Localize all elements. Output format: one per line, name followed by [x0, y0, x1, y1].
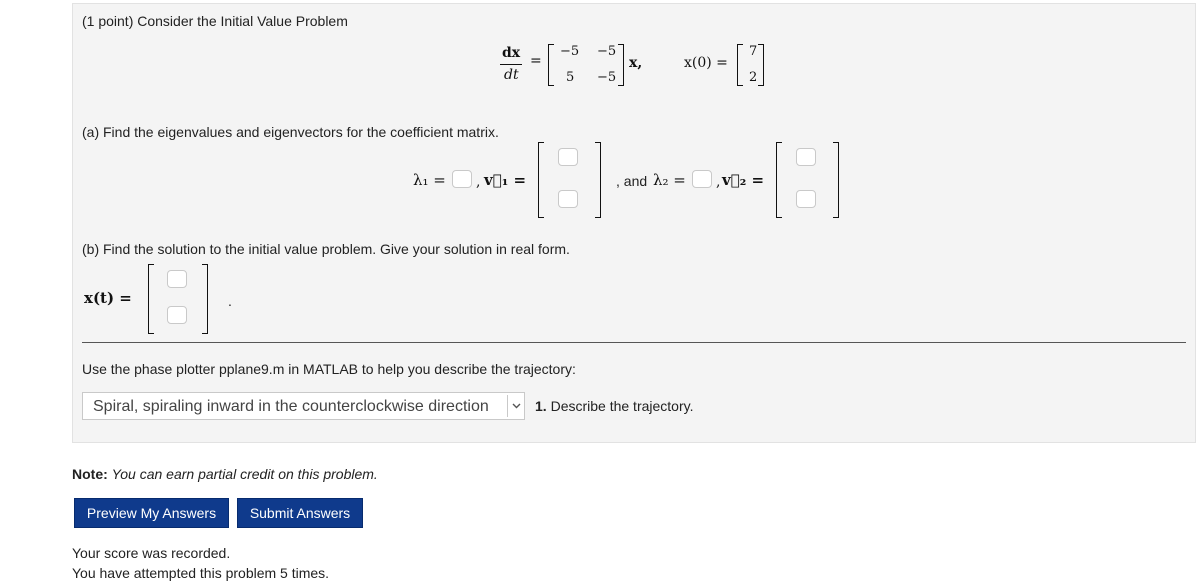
ic-left-bracket — [737, 44, 743, 86]
phase-plotter-text: Use the phase plotter pplane9.m in MATLAB to help you describe the trajectory: — [82, 361, 576, 377]
ic-value-2: 2 — [749, 70, 758, 85]
lambda1-label: λ₁ = — [413, 171, 446, 189]
derivative-numerator: dx — [502, 45, 521, 61]
xt-left-bracket — [148, 264, 154, 334]
ic-value-1: 7 — [749, 44, 758, 59]
trajectory-select-value: Spiral, spiraling inward in the counterclockwise direction — [93, 398, 489, 415]
fraction-bar — [500, 64, 522, 65]
note-label: Note: — [72, 466, 108, 482]
question-number: 1. — [535, 398, 547, 414]
v1-label: v⃗₁ = — [484, 171, 527, 189]
derivative-denominator: dt — [504, 67, 519, 83]
v1-left-bracket — [538, 142, 544, 218]
trajectory-question — [535, 398, 693, 414]
matrix-a12: −5 — [597, 44, 617, 59]
v2-left-bracket — [776, 142, 782, 218]
equals-sign: = — [530, 53, 542, 69]
v2-right-bracket — [833, 142, 839, 218]
v1-input-1[interactable] — [558, 148, 578, 166]
part-a-text: (a) Find the eigenvalues and eigenvectors for the coefficient matrix. — [82, 124, 499, 140]
note-text: You can earn partial credit on this problem. — [111, 466, 378, 482]
lambda2-label: λ₂ = — [653, 171, 686, 189]
part-b-text: (b) Find the solution to the initial value problem. Give your solution in real form. — [82, 241, 570, 257]
lambda2-input[interactable] — [692, 170, 712, 188]
matrix-left-bracket — [548, 44, 554, 86]
xt-right-bracket — [202, 264, 208, 334]
v2-input-2[interactable] — [796, 190, 816, 208]
matrix-right-bracket — [618, 44, 624, 86]
v1-right-bracket — [595, 142, 601, 218]
chevron-down-icon[interactable] — [507, 395, 524, 417]
xt-label: x(t) = — [84, 289, 132, 307]
comma-2: , — [716, 174, 721, 190]
trajectory-select[interactable] — [82, 392, 525, 420]
submit-answers-button[interactable]: Submit Answers — [237, 498, 363, 528]
matrix-a22: −5 — [597, 70, 617, 85]
score-status: Your score was recorded. — [72, 545, 231, 561]
xt-input-2[interactable] — [167, 306, 187, 324]
xt-period: . — [228, 293, 232, 309]
divider — [82, 342, 1186, 343]
attempts-status: You have attempted this problem 5 times. — [72, 565, 330, 581]
preview-answers-button[interactable]: Preview My Answers — [74, 498, 229, 528]
note — [72, 466, 378, 482]
matrix-a21: 5 — [566, 70, 575, 85]
v1-input-2[interactable] — [558, 190, 578, 208]
v2-label: v⃗₂ = — [722, 171, 765, 189]
initial-condition-label: x(0) = — [684, 55, 728, 71]
and-text: , and — [616, 173, 648, 189]
lambda1-input[interactable] — [452, 170, 472, 188]
comma-1: , — [476, 174, 481, 190]
matrix-a11: −5 — [560, 44, 580, 59]
question-text: Describe the trajectory. — [550, 398, 694, 414]
problem-intro: (1 point) Consider the Initial Value Problem — [82, 13, 348, 29]
xt-input-1[interactable] — [167, 270, 187, 288]
v2-input-1[interactable] — [796, 148, 816, 166]
vector-x: x, — [629, 55, 643, 71]
ic-right-bracket — [758, 44, 764, 86]
